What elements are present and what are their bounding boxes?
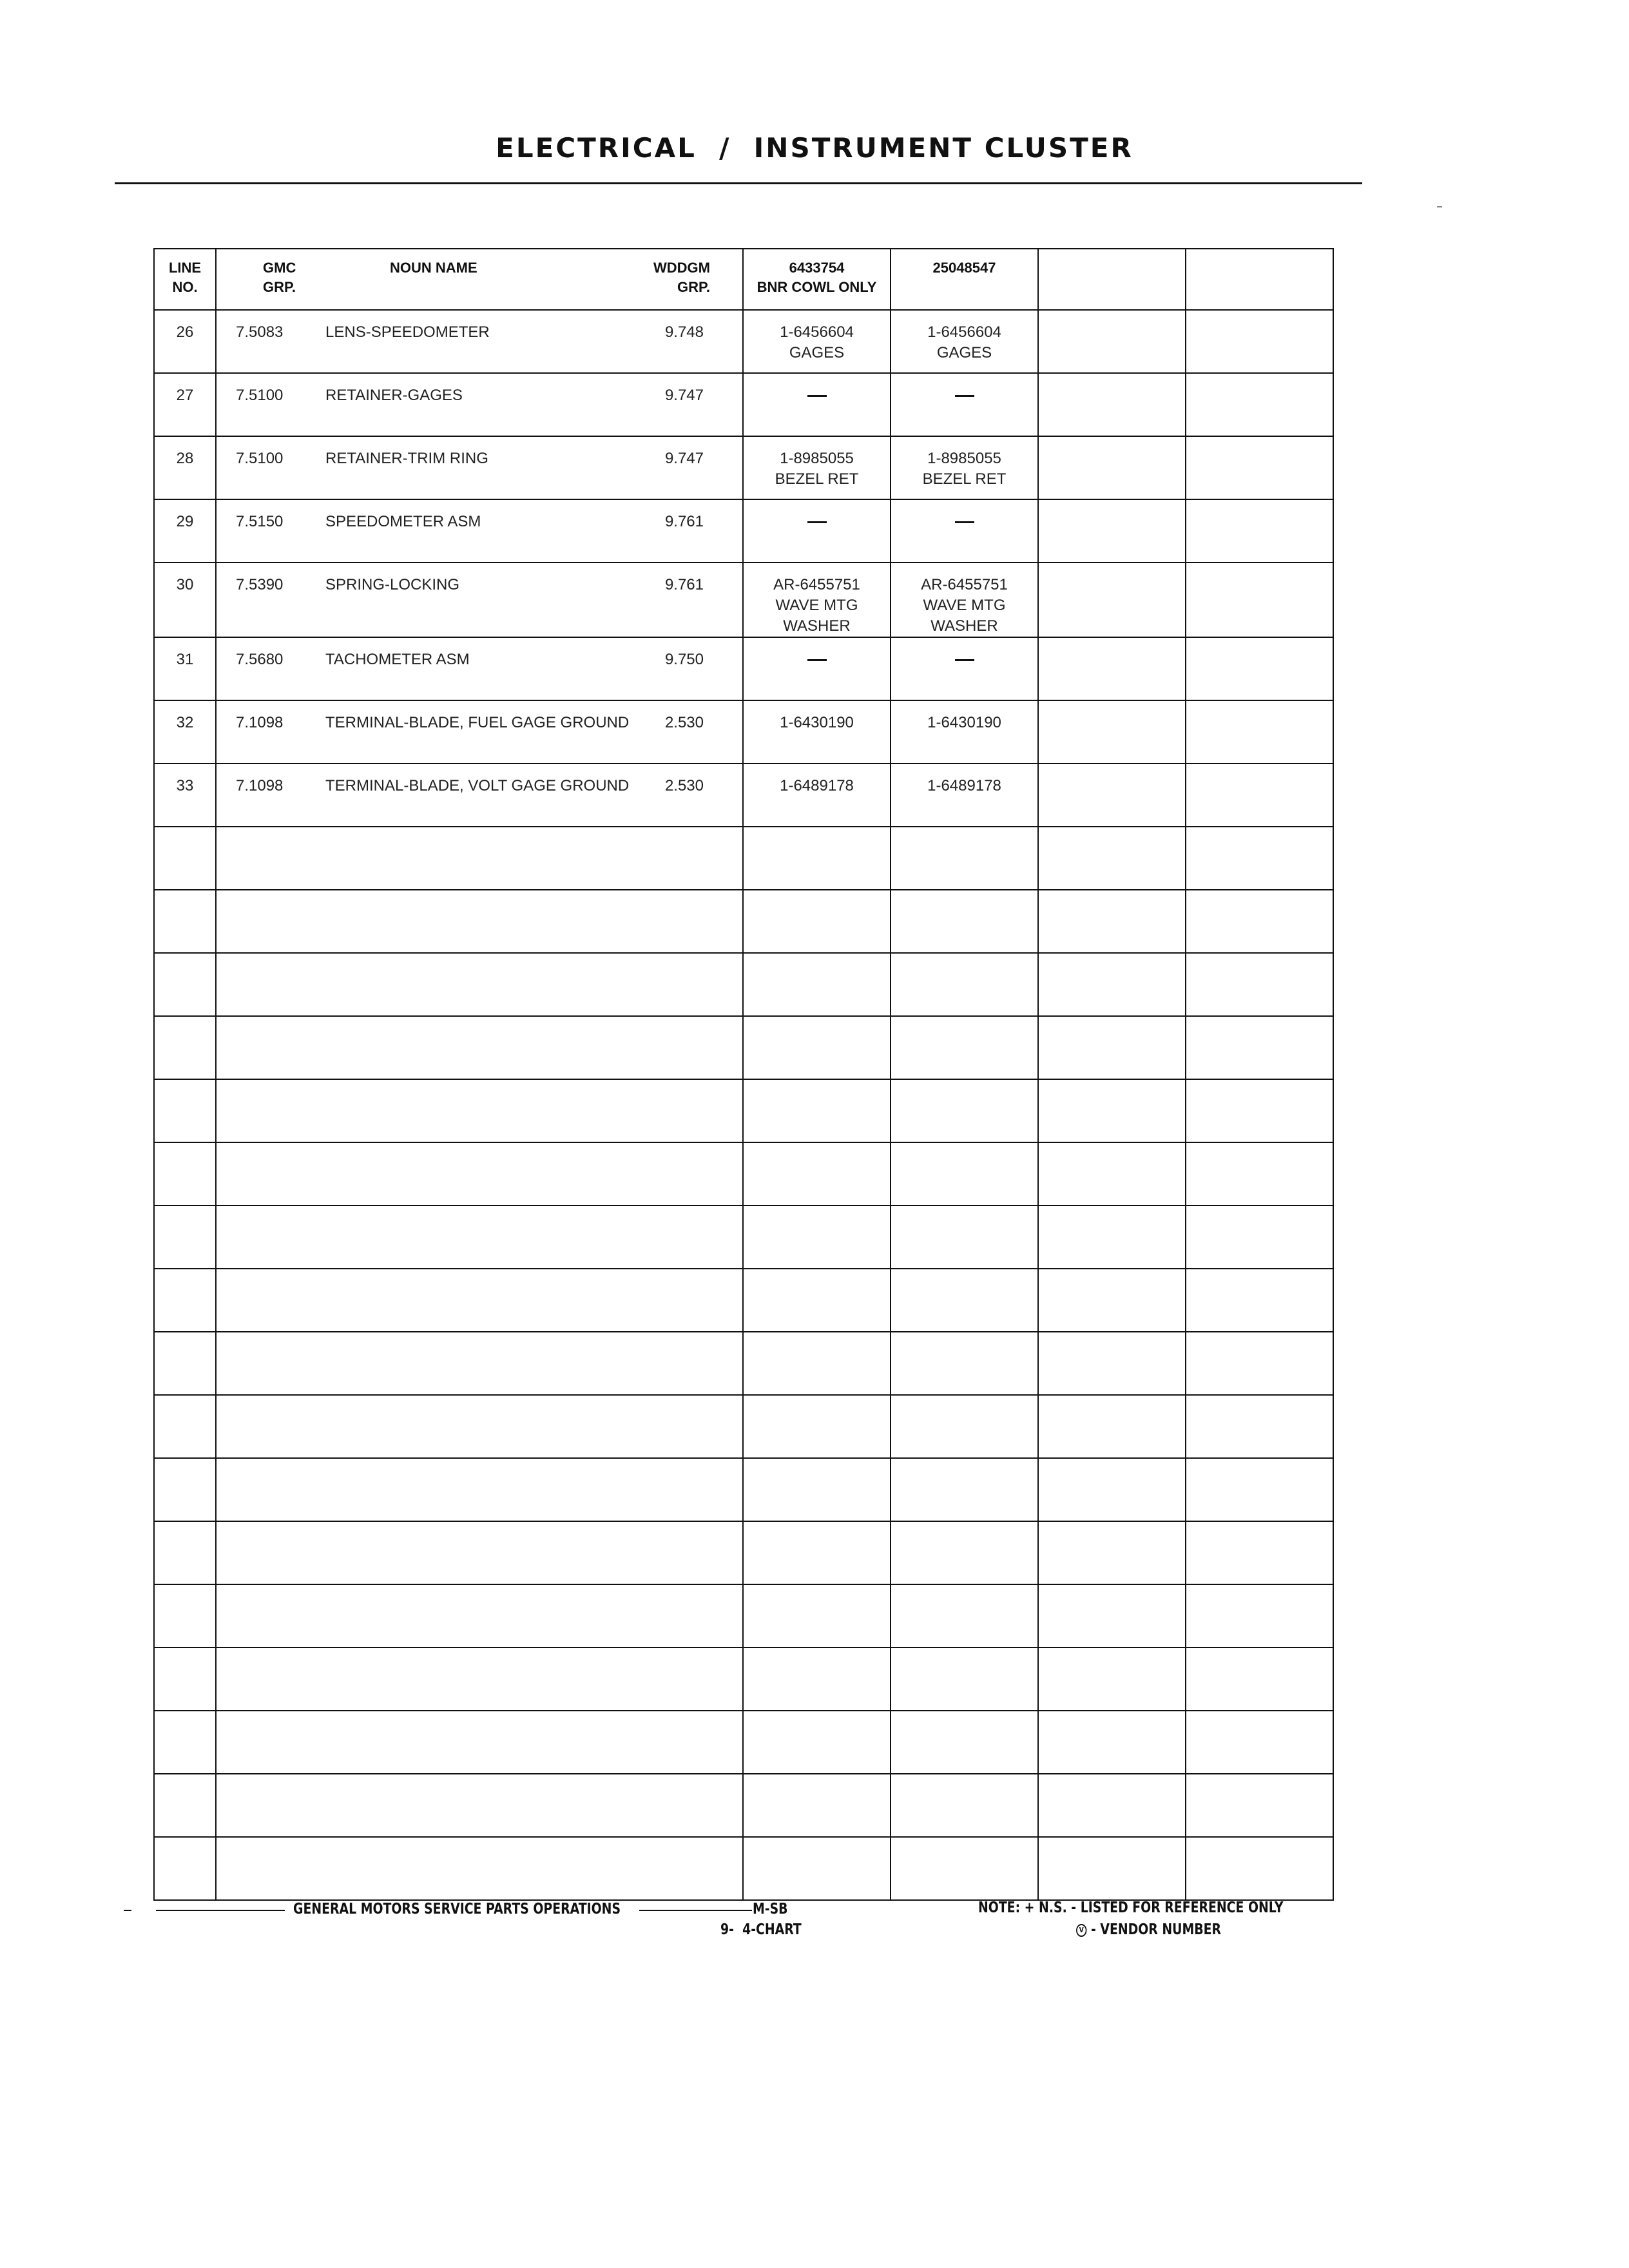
empty-cell <box>743 1458 891 1521</box>
line-no-cell: 29 <box>154 499 216 562</box>
noun-name-cell: TACHOMETER ASM <box>300 637 596 700</box>
no-part-dash <box>955 659 974 661</box>
empty-cell <box>1186 499 1333 562</box>
empty-cell <box>1038 827 1186 890</box>
empty-cell <box>891 1395 1038 1458</box>
line-no-cell <box>154 1016 216 1079</box>
description-cell <box>216 1458 743 1521</box>
title-rule <box>115 182 1362 184</box>
empty-cell <box>891 953 1038 1016</box>
line-no-cell <box>154 1711 216 1774</box>
part-25048547-cell <box>891 373 1038 436</box>
empty-cell <box>1186 764 1333 827</box>
description-cell <box>216 953 743 1016</box>
empty-cell <box>1038 1079 1186 1142</box>
empty-cell <box>1186 1142 1333 1206</box>
empty-cell <box>1186 310 1333 373</box>
empty-cell <box>1038 499 1186 562</box>
empty-cell <box>1186 436 1333 499</box>
empty-table-row <box>154 953 1333 1016</box>
parts-table <box>153 248 1334 1901</box>
empty-cell <box>1038 890 1186 953</box>
line-no-cell: 26 <box>154 310 216 373</box>
empty-table-row <box>154 1711 1333 1774</box>
empty-cell <box>891 1079 1038 1142</box>
empty-cell <box>891 1458 1038 1521</box>
empty-cell <box>1186 637 1333 700</box>
empty-cell <box>743 890 891 953</box>
empty-cell <box>1038 953 1186 1016</box>
line-no-cell <box>154 1395 216 1458</box>
table-row <box>154 764 1333 827</box>
empty-cell <box>1038 1206 1186 1269</box>
empty-cell <box>1186 890 1333 953</box>
empty-table-row <box>154 1395 1333 1458</box>
empty-cell <box>743 1584 891 1648</box>
part-6433754-cell <box>743 764 891 827</box>
header-gmc-grp: GMC GRP. <box>216 249 300 310</box>
description-cell <box>216 1142 743 1206</box>
empty-cell <box>1186 1206 1333 1269</box>
empty-cell <box>1038 310 1186 373</box>
noun-name-cell: RETAINER-TRIM RING <box>300 436 596 499</box>
empty-table-row <box>154 1206 1333 1269</box>
table-row <box>154 499 1333 562</box>
noun-name-cell: LENS-SPEEDOMETER <box>300 310 596 373</box>
line-no-cell: 28 <box>154 436 216 499</box>
line-no-cell <box>154 1142 216 1206</box>
description-cell <box>216 890 743 953</box>
table-row <box>154 700 1333 764</box>
line-no-cell <box>154 1332 216 1395</box>
line-no-cell: 32 <box>154 700 216 764</box>
empty-table-row <box>154 1332 1333 1395</box>
description-cell <box>216 1648 743 1711</box>
part-number: 1-6489178 <box>927 777 1001 794</box>
wddgm-grp-cell: 9.747 <box>596 436 743 499</box>
empty-cell <box>891 827 1038 890</box>
description-cell <box>216 1521 743 1584</box>
footer-code: M-SB <box>753 1901 788 1917</box>
header-noun-name: NOUN NAME <box>300 249 596 310</box>
empty-cell <box>743 1206 891 1269</box>
noun-name-cell: TERMINAL-BLADE, FUEL GAGE GROUND <box>300 700 596 764</box>
line-no-cell <box>154 1079 216 1142</box>
wddgm-grp-cell: 2.530 <box>596 764 743 827</box>
part-6433754-cell <box>743 373 891 436</box>
empty-table-row <box>154 1521 1333 1584</box>
empty-cell <box>1038 700 1186 764</box>
line-no-cell <box>154 1648 216 1711</box>
line-no-cell: 33 <box>154 764 216 827</box>
wddgm-grp-cell: 9.761 <box>596 499 743 562</box>
empty-table-row <box>154 1584 1333 1648</box>
empty-cell <box>1038 1458 1186 1521</box>
noun-name-cell: TERMINAL-BLADE, VOLT GAGE GROUND <box>300 764 596 827</box>
part-note: WAVE MTG WASHER <box>923 597 1006 635</box>
empty-cell <box>1038 1332 1186 1395</box>
description-cell <box>216 1837 743 1900</box>
footer-dash <box>124 1910 131 1911</box>
empty-cell <box>1038 1521 1186 1584</box>
page-title: ELECTRICAL / INSTRUMENT CLUSTER <box>496 132 1133 164</box>
empty-cell <box>1038 1142 1186 1206</box>
line-no-cell <box>154 1206 216 1269</box>
empty-cell <box>1038 1648 1186 1711</box>
empty-cell <box>1186 1774 1333 1837</box>
empty-cell <box>1038 637 1186 700</box>
part-note: GAGES <box>789 344 845 361</box>
empty-cell <box>743 1395 891 1458</box>
empty-table-row <box>154 1837 1333 1900</box>
part-number: 1-6456604 <box>927 323 1001 341</box>
part-25048547-cell <box>891 499 1038 562</box>
table-header <box>154 249 1333 310</box>
empty-cell <box>743 953 891 1016</box>
empty-cell <box>1038 1837 1186 1900</box>
empty-cell <box>1186 1458 1333 1521</box>
empty-cell <box>891 1016 1038 1079</box>
footer-rule-left <box>156 1910 285 1911</box>
part-note: GAGES <box>936 344 992 361</box>
wddgm-grp-cell: 2.530 <box>596 700 743 764</box>
empty-table-row <box>154 1458 1333 1521</box>
empty-cell <box>1038 1395 1186 1458</box>
part-number: 1-6456604 <box>780 323 854 341</box>
empty-cell <box>743 1837 891 1900</box>
description-cell <box>216 827 743 890</box>
header-line-no: LINE NO. <box>154 249 216 310</box>
empty-table-row <box>154 1079 1333 1142</box>
table-row <box>154 637 1333 700</box>
wddgm-grp-cell: 9.761 <box>596 562 743 637</box>
empty-cell <box>1186 1711 1333 1774</box>
empty-cell <box>1186 1016 1333 1079</box>
line-no-cell <box>154 827 216 890</box>
empty-cell <box>1186 373 1333 436</box>
empty-table-row <box>154 890 1333 953</box>
description-cell <box>216 1016 743 1079</box>
footer-chart: 9- 4-CHART <box>720 1921 802 1938</box>
empty-cell <box>1038 764 1186 827</box>
part-6433754-cell <box>743 700 891 764</box>
empty-cell <box>1186 1079 1333 1142</box>
empty-cell <box>1038 1774 1186 1837</box>
empty-table-row <box>154 1142 1333 1206</box>
header-wddgm-grp: WDDGM GRP. <box>596 249 743 310</box>
part-25048547-cell <box>891 637 1038 700</box>
empty-cell <box>1186 1332 1333 1395</box>
empty-cell <box>743 1269 891 1332</box>
empty-cell <box>891 1584 1038 1648</box>
vendor-circle-icon: V <box>1076 1924 1086 1937</box>
table-row <box>154 373 1333 436</box>
line-no-cell <box>154 1458 216 1521</box>
part-25048547-cell <box>891 562 1038 637</box>
line-no-cell <box>154 1774 216 1837</box>
empty-cell <box>891 1521 1038 1584</box>
empty-cell <box>891 1837 1038 1900</box>
line-no-cell <box>154 1521 216 1584</box>
gmc-grp-cell: 7.5680 <box>216 637 300 700</box>
empty-cell <box>1038 1269 1186 1332</box>
part-6433754-cell <box>743 436 891 499</box>
empty-cell <box>743 1142 891 1206</box>
empty-cell <box>743 1774 891 1837</box>
description-cell <box>216 1079 743 1142</box>
empty-cell <box>743 1079 891 1142</box>
description-cell <box>216 1584 743 1648</box>
header-empty-1 <box>1038 249 1186 310</box>
gmc-grp-cell: 7.5083 <box>216 310 300 373</box>
margin-mark <box>1437 206 1442 207</box>
empty-table-row <box>154 1269 1333 1332</box>
noun-name-cell: RETAINER-GAGES <box>300 373 596 436</box>
part-number: AR-6455751 <box>921 576 1008 593</box>
description-cell <box>216 1774 743 1837</box>
empty-cell <box>1186 1269 1333 1332</box>
empty-cell <box>743 827 891 890</box>
no-part-dash <box>955 521 974 523</box>
empty-cell <box>1038 1711 1186 1774</box>
no-part-dash <box>807 395 827 397</box>
empty-cell <box>1038 1016 1186 1079</box>
empty-cell <box>1038 373 1186 436</box>
gmc-grp-cell: 7.5100 <box>216 436 300 499</box>
line-no-cell <box>154 953 216 1016</box>
header-25048547: 25048547 <box>891 249 1038 310</box>
empty-cell <box>891 1206 1038 1269</box>
empty-table-row <box>154 1648 1333 1711</box>
line-no-cell: 30 <box>154 562 216 637</box>
empty-cell <box>1186 1584 1333 1648</box>
part-6433754-cell <box>743 562 891 637</box>
empty-cell <box>891 890 1038 953</box>
header-6433754: 6433754 BNR COWL ONLY <box>743 249 891 310</box>
line-no-cell <box>154 890 216 953</box>
table-row <box>154 310 1333 373</box>
empty-cell <box>743 1711 891 1774</box>
empty-cell <box>1186 953 1333 1016</box>
footer-note-vendor <box>1076 1921 1221 1938</box>
gmc-grp-cell: 7.1098 <box>216 764 300 827</box>
part-number: 1-6430190 <box>780 714 854 731</box>
empty-cell <box>891 1332 1038 1395</box>
no-part-dash <box>807 521 827 523</box>
part-number: 1-6489178 <box>780 777 854 794</box>
part-6433754-cell <box>743 637 891 700</box>
empty-cell <box>1038 1584 1186 1648</box>
footer-note-vendor-text: - VENDOR NUMBER <box>1090 1921 1222 1938</box>
empty-cell <box>891 1142 1038 1206</box>
noun-name-cell: SPRING-LOCKING <box>300 562 596 637</box>
empty-table-row <box>154 827 1333 890</box>
empty-cell <box>1186 1521 1333 1584</box>
description-cell <box>216 1395 743 1458</box>
part-number: 1-8985055 <box>927 450 1001 467</box>
empty-cell <box>1186 1395 1333 1458</box>
part-25048547-cell <box>891 764 1038 827</box>
wddgm-grp-cell: 9.748 <box>596 310 743 373</box>
wddgm-grp-cell: 9.747 <box>596 373 743 436</box>
part-number: AR-6455751 <box>773 576 860 593</box>
gmc-grp-cell: 7.5100 <box>216 373 300 436</box>
empty-cell <box>1186 1648 1333 1711</box>
no-part-dash <box>955 395 974 397</box>
part-6433754-cell <box>743 499 891 562</box>
footer-org: GENERAL MOTORS SERVICE PARTS OPERATIONS <box>293 1901 621 1917</box>
part-6433754-cell <box>743 310 891 373</box>
empty-cell <box>891 1774 1038 1837</box>
part-number: 1-6430190 <box>927 714 1001 731</box>
description-cell <box>216 1711 743 1774</box>
footer-note-ns: NOTE: + N.S. - LISTED FOR REFERENCE ONLY <box>978 1899 1284 1916</box>
empty-cell <box>1038 436 1186 499</box>
part-note: BEZEL RET <box>775 470 859 488</box>
part-25048547-cell <box>891 310 1038 373</box>
line-no-cell <box>154 1269 216 1332</box>
empty-cell <box>1186 827 1333 890</box>
line-no-cell: 27 <box>154 373 216 436</box>
empty-cell <box>1186 562 1333 637</box>
empty-cell <box>1038 562 1186 637</box>
empty-cell <box>891 1711 1038 1774</box>
part-25048547-cell <box>891 700 1038 764</box>
gmc-grp-cell: 7.5390 <box>216 562 300 637</box>
line-no-cell <box>154 1584 216 1648</box>
empty-cell <box>1186 1837 1333 1900</box>
description-cell <box>216 1269 743 1332</box>
empty-cell <box>743 1648 891 1711</box>
line-no-cell <box>154 1837 216 1900</box>
part-note: BEZEL RET <box>922 470 1007 488</box>
description-cell <box>216 1206 743 1269</box>
footer-rule-middle <box>639 1910 752 1911</box>
gmc-grp-cell: 7.1098 <box>216 700 300 764</box>
table-row <box>154 436 1333 499</box>
empty-cell <box>743 1332 891 1395</box>
noun-name-cell: SPEEDOMETER ASM <box>300 499 596 562</box>
no-part-dash <box>807 659 827 661</box>
empty-cell <box>1186 700 1333 764</box>
wddgm-grp-cell: 9.750 <box>596 637 743 700</box>
empty-cell <box>891 1648 1038 1711</box>
part-note: WAVE MTG WASHER <box>775 597 858 635</box>
part-25048547-cell <box>891 436 1038 499</box>
empty-cell <box>743 1016 891 1079</box>
description-cell <box>216 1332 743 1395</box>
empty-table-row <box>154 1016 1333 1079</box>
empty-cell <box>743 1521 891 1584</box>
empty-cell <box>891 1269 1038 1332</box>
line-no-cell: 31 <box>154 637 216 700</box>
part-number: 1-8985055 <box>780 450 854 467</box>
table-row <box>154 562 1333 637</box>
header-empty-2 <box>1186 249 1333 310</box>
empty-table-row <box>154 1774 1333 1837</box>
gmc-grp-cell: 7.5150 <box>216 499 300 562</box>
